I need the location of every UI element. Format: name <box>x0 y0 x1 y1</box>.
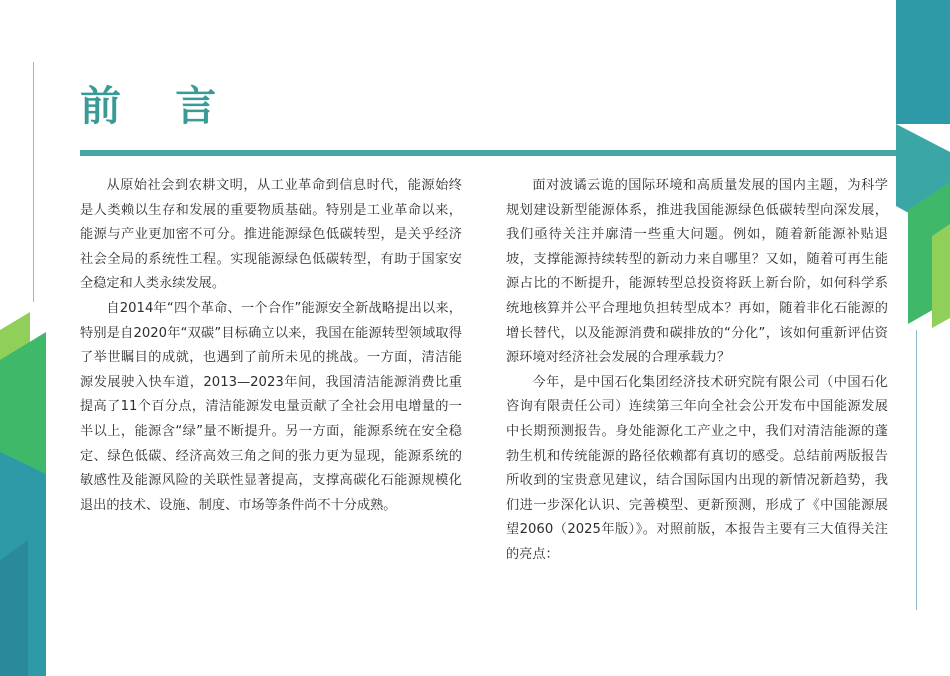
left-dark-teal-shape <box>0 540 28 676</box>
paragraph: 面对波谲云诡的国际环境和高质量发展的国内主题，为科学规划建设新型能源体系，推进我国能源绿色低碳转型向深发展，我们亟待关注并廓清一些重大问题。例如，随着新能源补贴退坡，支撑能源持续转型的新动力来自哪里？又如，随着可再生能源占比的不断提升，能源转型总投资将跃上新台阶，如何科学系统地核算并公平合理地负担转型成本？再如，随着非化石能源的增长替代，以及能源消费和碳排放的“分化”，该如何重新评估资源环境对经济社会发展的合理承载力？ <box>506 178 888 366</box>
right-light-green-shape <box>932 224 950 328</box>
paragraph: 从原始社会到农耕文明，从工业革命到信息时代，能源始终是人类赖以生存和发展的重要物质基础。特别是工业革命以来，能源与产业更加密不可分。推进能源绿色低碳转型，是关乎经济社会全局的系统性工程。实现能源绿色低碳转型，有助于国家安全稳定和人类永续发展。 <box>80 178 462 292</box>
top-right-teal-strip <box>896 0 950 124</box>
paragraph: 今年，是中国石化集团经济技术研究院有限公司（中国石化咨询有限责任公司）连续第三年向全社会公开发布中国能源发展中长期预测报告。身处能源化工产业之中，我们对清洁能源的蓬勃生机和传统能源的路径依赖都有真切的感受。总结前两版报告所收到的宝贵意见建议，结合国际国内出现的新情况新趋势，我们进一步深化认识、完善模型、更新预测，形成了《中国能源展望2060（2025年版）》。对照前版，本报告主要有三大值得关注的亮点： <box>506 374 888 562</box>
paragraph: 自2014年“四个革命、一个合作”能源安全新战略提出以来，特别是自2020年“双碳”目标确立以来，我国在能源转型领域取得了举世瞩目的成就，也遇到了前所未见的挑战。一方面，清洁能源发展驶入快车道，2013—2023年间，我国清洁能源消费比重提高了11个百分点，清洁能源发电量贡献了全社会用电增量的一半以上，能源含“绿”量不断提升。另一方面，能源系统在安全稳定、绿色低碳、经济高效三角之间的张力更为显现，能源系统的敏感性及能源风险的关联性显著提高，支撑高碳化石能源规模化退出的技术、设施、制度、市场等条件尚不十分成熟。 <box>80 300 462 513</box>
left-text-column <box>80 174 462 518</box>
right-margin-line <box>916 330 917 610</box>
left-margin-line <box>33 62 34 302</box>
title-underline-bar <box>80 150 896 156</box>
right-text-column <box>506 174 888 568</box>
page-title: 前 言 <box>80 82 237 130</box>
